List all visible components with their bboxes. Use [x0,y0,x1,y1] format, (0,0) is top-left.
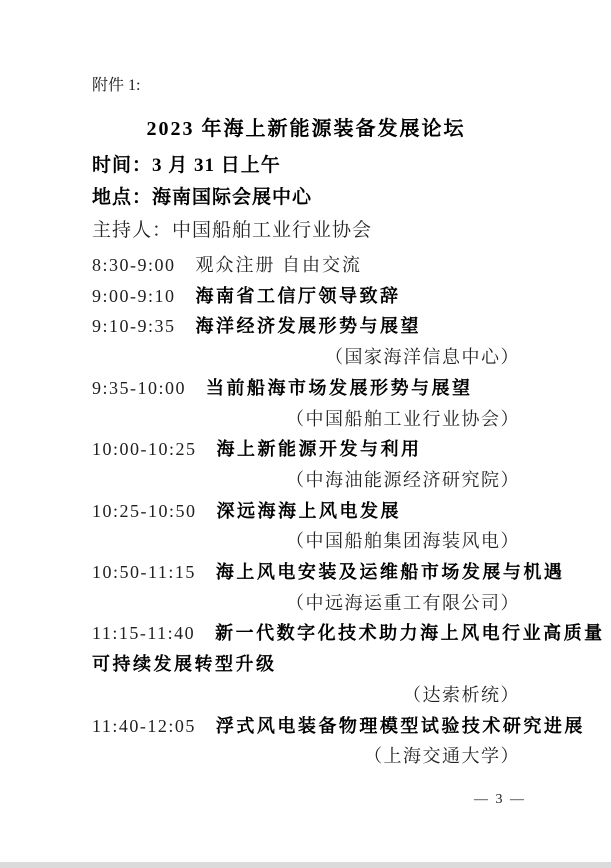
document-content [92,0,605,772]
schedule-topic: 海洋经济发展形势与展望 [195,316,421,337]
meta-time [92,153,520,179]
meta-host-label: 主持人： [92,220,173,241]
schedule-row [92,281,520,312]
schedule-row [92,557,565,588]
schedule-time: 9:35-10:00 [92,377,186,398]
schedule-list [92,250,605,772]
schedule-organization: （中海油能源经济研究院） [286,469,520,490]
schedule-organization: （国家海洋信息中心） [325,347,520,368]
meta-host [92,218,520,244]
meta-time-label: 时间： [92,155,153,176]
meta-location-value: 海南国际会展中心 [152,187,313,208]
schedule-topic: 观众注册 自由交流 [195,255,362,275]
schedule-organization: （上海交通大学） [364,746,520,767]
schedule-row [92,373,520,404]
schedule-organization: （达索析统） [403,684,520,705]
schedule-topic: 海上风电安装及运维船市场发展与机遇 [215,562,565,583]
schedule-topic: 新一代数字化技术助力海上风电行业高质量 [215,623,605,644]
schedule-topic: 当前船海市场发展形势与展望 [206,377,473,398]
page-title: 2023 年海上新能源装备发展论坛 [146,118,466,140]
meta-host-value: 中国船舶工业行业协会 [172,220,373,241]
schedule-time: 11:15-11:40 [92,623,196,644]
meta-location [92,185,520,211]
schedule-row [92,250,520,281]
attachment-label: 附件 1: [92,77,141,94]
schedule-row [92,311,520,342]
meta-location-label: 地点： [92,187,153,208]
schedule-organization: （中远海运重工有限公司） [286,592,520,613]
schedule-time: 8:30-9:00 [92,255,176,275]
schedule-topic-continuation: 可持续发展转型升级 [92,654,277,675]
schedule-row [92,618,605,649]
bottom-edge-strip [0,862,611,868]
schedule-time: 9:00-9:10 [92,285,176,306]
schedule-row [92,711,585,742]
schedule-organization: （中国船舶工业行业协会） [286,408,520,429]
schedule-organization: （中国船舶集团海装风电） [286,531,520,552]
schedule-time: 10:50-11:15 [92,562,196,583]
schedule-time: 11:40-12:05 [92,715,196,736]
schedule-topic: 海上新能源开发与利用 [216,439,422,460]
schedule-topic: 浮式风电装备物理模型试验技术研究进展 [215,715,585,736]
page-number: — 3 — [474,792,526,807]
meta-time-value: 3 月 31 日上午 [152,155,281,176]
schedule-topic: 海南省工信厅领导致辞 [195,285,401,306]
schedule-time: 10:00-10:25 [92,439,197,460]
schedule-topic: 深远海海上风电发展 [216,500,401,521]
schedule-row [92,496,520,527]
schedule-row [92,434,520,465]
schedule-time: 10:25-10:50 [92,500,197,521]
schedule-time: 9:10-9:35 [92,316,176,337]
